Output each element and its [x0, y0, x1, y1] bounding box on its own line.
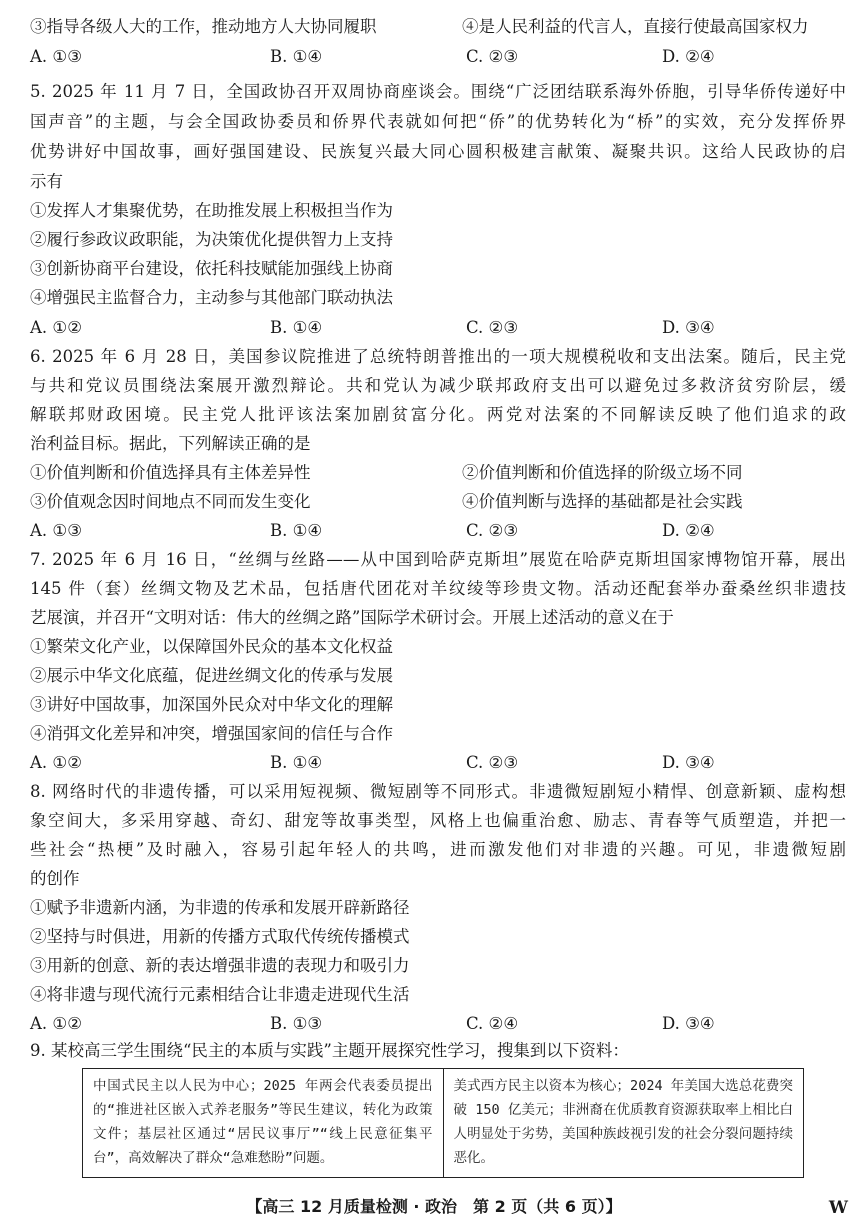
q4-items-row	[30, 16, 860, 38]
choice-b[interactable]: B. ①④	[270, 318, 323, 337]
q5-stem-line: 示有	[30, 172, 63, 191]
choice-b[interactable]: B. ①④	[270, 47, 323, 66]
choice-d[interactable]: D. ③④	[662, 1014, 715, 1033]
q8-stem-line: 象空间大，多采用穿越、奇幻、甜宠等故事类型，风格上也偏重治愈、励志、青春等气质塑造，并把一	[30, 811, 846, 830]
q6-choices	[30, 520, 860, 542]
choice-a[interactable]: A. ①②	[30, 318, 82, 337]
choice-a[interactable]: A. ①②	[30, 1014, 82, 1033]
q7-stem-line: 145 件（套）丝绸文物及艺术品，包括唐代团花对羊纹绫等珍贵文物。活动还配套举办蚕桑丝织非遗技	[30, 579, 846, 598]
q5-item: ③创新协商平台建设，依托科技赋能加强线上协商	[30, 259, 393, 278]
q5-item: ④增强民主监督合力，主动参与其他部门联动执法	[30, 288, 393, 307]
q6-stem-line: 6. 2025 年 6 月 28 日，美国参议院推进了总统特朗普推出的一项大规模税收和支出法案。随后，民主党	[30, 347, 846, 366]
q6-stem-line: 与共和党议员围绕法案展开激烈辩论。共和党认为减少联邦政府支出可以避免过多救济贫穷阶层，缓	[30, 376, 846, 395]
choice-a[interactable]: A. ①③	[30, 47, 82, 66]
choice-c[interactable]: C. ②③	[466, 521, 519, 540]
q5-item: ①发挥人才集聚优势，在助推发展上积极担当作为	[30, 201, 393, 220]
q6-items-row	[30, 462, 860, 484]
q7-stem-line: 艺展演，并召开“文明对话：伟大的丝绸之路”国际学术研讨会。开展上述活动的意义在于	[30, 608, 674, 627]
choice-b[interactable]: B. ①④	[270, 753, 323, 772]
q9-stem: 9. 某校高三学生围绕“民主的本质与实践”主题开展探究性学习，搜集到以下资料：	[30, 1041, 629, 1060]
choice-c[interactable]: C. ②③	[466, 318, 519, 337]
q7-item: ①繁荣文化产业，以保障国外民众的基本文化权益	[30, 637, 393, 656]
q6-item-4: ④价值判断与选择的基础都是社会实践	[462, 492, 743, 511]
q8-stem-line: 8. 网络时代的非遗传播，可以采用短视频、微短剧等不同形式。非遗微短剧短小精悍、创意新颖、虚构想	[30, 782, 846, 801]
q8-item: ④将非遗与现代流行元素相结合让非遗走进现代生活	[30, 985, 410, 1004]
choice-a[interactable]: A. ①③	[30, 521, 82, 540]
q7-item: ②展示中华文化底蕴，促进丝绸文化的传承与发展	[30, 666, 393, 685]
q5-stem-line: 国声音”的主题，与会全国政协委员和侨界代表就如何把“侨”的优势转化为“桥”的实效，充分发挥侨界	[30, 112, 846, 131]
choice-b[interactable]: B. ①③	[270, 1014, 323, 1033]
q4-item-3: ③指导各级人大的工作，推动地方人大协同履职	[30, 17, 377, 36]
choice-c[interactable]: C. ②④	[466, 1014, 519, 1033]
q7-stem-line: 7. 2025 年 6 月 16 日，“丝绸与丝路——从中国到哈萨克斯坦”展览在哈萨克斯坦国家博物馆开幕，展出	[30, 550, 846, 569]
q5-stem-line: 5. 2025 年 11 月 7 日，全国政协召开双周协商座谈会。围绕“广泛团结联系海外侨胞，引导华侨传递好中	[30, 82, 846, 101]
choice-d[interactable]: D. ②④	[662, 521, 715, 540]
q9-material-table	[82, 1068, 804, 1178]
q8-item: ①赋予非遗新内涵，为非遗的传承和发展开辟新路径	[30, 898, 410, 917]
choice-d[interactable]: D. ③④	[662, 318, 715, 337]
q8-stem-line: 的创作	[30, 869, 80, 888]
q7-item: ③讲好中国故事，加深国外民众对中华文化的理解	[30, 695, 393, 714]
q6-item-2: ②价值判断和价值选择的阶级立场不同	[462, 463, 743, 482]
q8-item: ②坚持与时俱进，用新的传播方式取代传统传播模式	[30, 927, 410, 946]
q5-stem-line: 优势讲好中国故事，画好强国建设、民族复兴最大同心圆积极建言献策、凝聚共识。这给人民政协的启	[30, 142, 846, 161]
q6-items-row	[30, 491, 860, 513]
q9-material-us: 美式西方民主以资本为核心；2024 年美国大选总花费突破 150 亿美元；非洲裔在优质教育资源获取率上相比白人明显处于劣势，美国种族歧视引发的社会分裂问题持续恶化。	[443, 1069, 804, 1177]
q6-stem-line: 治利益目标。据此，下列解读正确的是	[30, 434, 311, 453]
q9-material-china: 中国式民主以人民为中心；2025 年两会代表委员提出的“推进社区嵌入式养老服务”等民生建议，转化为政策文件；基层社区通过“居民议事厅”“线上民意征集平台”，高效解决了群众“急难愁盼”问题。	[93, 1078, 433, 1166]
choice-c[interactable]: C. ②③	[466, 753, 519, 772]
choice-d[interactable]: D. ③④	[662, 753, 715, 772]
choice-c[interactable]: C. ②③	[466, 47, 519, 66]
q7-item: ④消弭文化差异和冲突，增强国家间的信任与合作	[30, 724, 393, 743]
q6-stem-line: 解联邦财政困境。民主党人批评该法案加剧贫富分化。两党对法案的不同解读反映了他们追求的政	[30, 405, 846, 424]
q8-item: ③用新的创意、新的表达增强非遗的表现力和吸引力	[30, 956, 410, 975]
choice-a[interactable]: A. ①②	[30, 753, 82, 772]
q4-item-4: ④是人民利益的代言人，直接行使最高国家权力	[462, 17, 809, 36]
q8-choices	[30, 1013, 860, 1035]
q7-choices	[30, 752, 860, 774]
q5-choices	[30, 317, 860, 339]
q6-item-3: ③价值观念因时间地点不同而发生变化	[30, 492, 311, 511]
q8-stem-line: 些社会“热梗”及时融入，容易引起年轻人的共鸣，进而激发他们对非遗的兴趣。可见，非遗微短剧	[30, 840, 846, 859]
q5-item: ②履行参政议政职能，为决策优化提供智力上支持	[30, 230, 393, 249]
choice-b[interactable]: B. ①④	[270, 521, 323, 540]
version-mark: W	[828, 1198, 848, 1218]
choice-d[interactable]: D. ②④	[662, 47, 715, 66]
q4-choices	[30, 46, 860, 68]
page-footer: 【高三 12 月质量检测 · 政治 第 2 页（共 6 页）】	[246, 1197, 622, 1216]
q6-item-1: ①价值判断和价值选择具有主体差异性	[30, 463, 311, 482]
